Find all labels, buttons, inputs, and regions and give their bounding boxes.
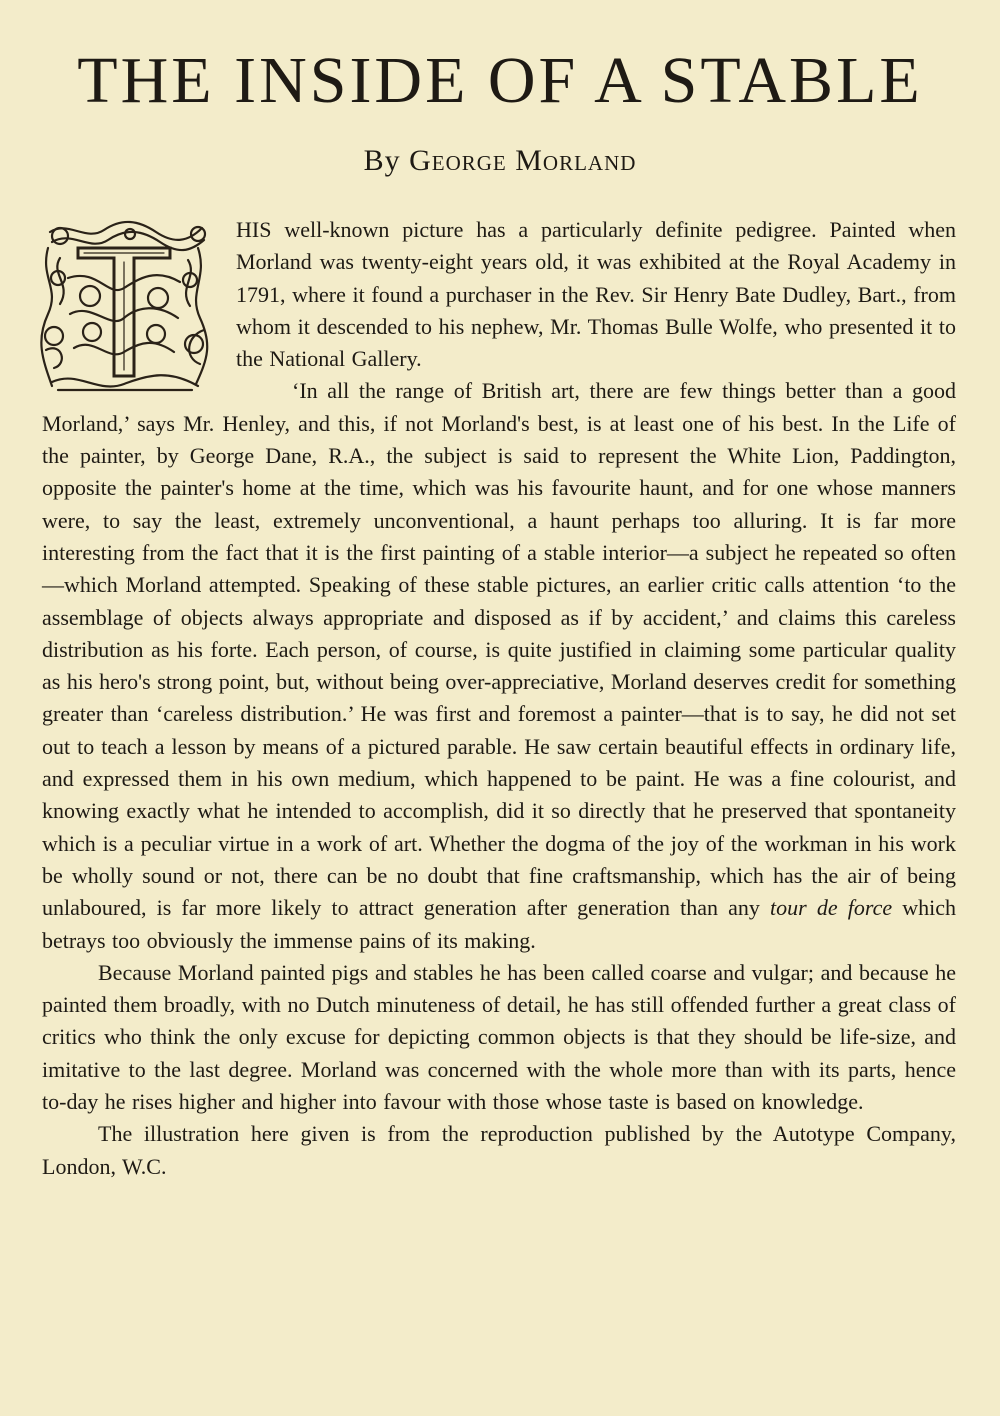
paragraph-3: Because Morland painted pigs and stables he has been called coarse and vulgar; and because he painted them broadly, with no Dutch minuteness of detail, he has still offended further a great class of critics who think the only excuse for depicting common objects is that they should be life-size, and imitative to the last degree. Morland was concerned with the whole more than with its parts, hence to-day he rises higher and higher into favour with those whose taste is based on knowledge. (42, 959, 956, 1115)
italic-phrase: tour de force (770, 895, 893, 921)
article-title: THE INSIDE OF A STABLE (77, 44, 923, 117)
article-byline (0, 144, 1000, 178)
paragraph-2-text: ‘In all the range of British art, there are few things better than a good Morland,’ says Mr. Henley, and this, if not Morland's best, is at least one of his best. In the Life of the painter, by George Dane, R.A., the subject is said to represent the White Lion, Paddington, opposite the painter's home at the time, which was his favourite haunt, and for one whose manners were, to say the least, extremely unconventional, a haunt perhaps too alluring. It is far more interesting from the fact that it is the first painting of a stable interior—a subject he repeated so often—which Morland attempted. Speaking of these stable pictures, an earlier critic calls attention ‘to the assemblage of objects always appropriate and disposed as if by accident,’ and claims this careless distribution as his forte. Each person, of course, is quite justified in claiming some particular quality as his hero's strong point, but, without being over-appreciative, Morland deserves credit for something greater than ‘careless distribution.’ He was first and foremost a painter—that is to say, he did not set out to teach a lesson by means of a pictured parable. He saw certain beautiful effects in ordinary life, and expressed them in his own medium, which happened to be paint. He was a fine colourist, and knowing exactly what he intended to accomplish, did it so directly that he preserved that spontaneity which is a peculiar virtue in a work of art. Whether the dogma of the joy of the workman in his work be wholly sound or not, there can be no doubt that fine craftsmanship, which has the air of being unlaboured, is far more likely to attract generation after generation than any (42, 378, 956, 921)
byline-author: George Morland (409, 144, 637, 177)
paragraph-2 (42, 375, 956, 956)
paragraph-2-end: which betrays too obviously the immense pains of its making. (42, 895, 957, 953)
ornamental-initial-t-icon (38, 218, 210, 394)
paragraph-4: The illustration here given is from the reproduction published by the Autotype Company, London, W.C. (42, 1121, 956, 1179)
article-body (42, 214, 956, 1183)
byline-prefix: By (363, 144, 401, 177)
paragraph-1-text: HIS well-known picture has a particularly definite pedigree. Painted when Morland was twenty-eight years old, it was exhibited at the Royal Academy in 1791, where it found a purchaser in the Rev. Sir Henry Bate Dudley, Bart., from whom it descended to his nephew, Mr. Thomas Bulle Wolfe, who presented it to the National Gallery. (236, 217, 956, 372)
paragraph-1 (42, 214, 956, 375)
